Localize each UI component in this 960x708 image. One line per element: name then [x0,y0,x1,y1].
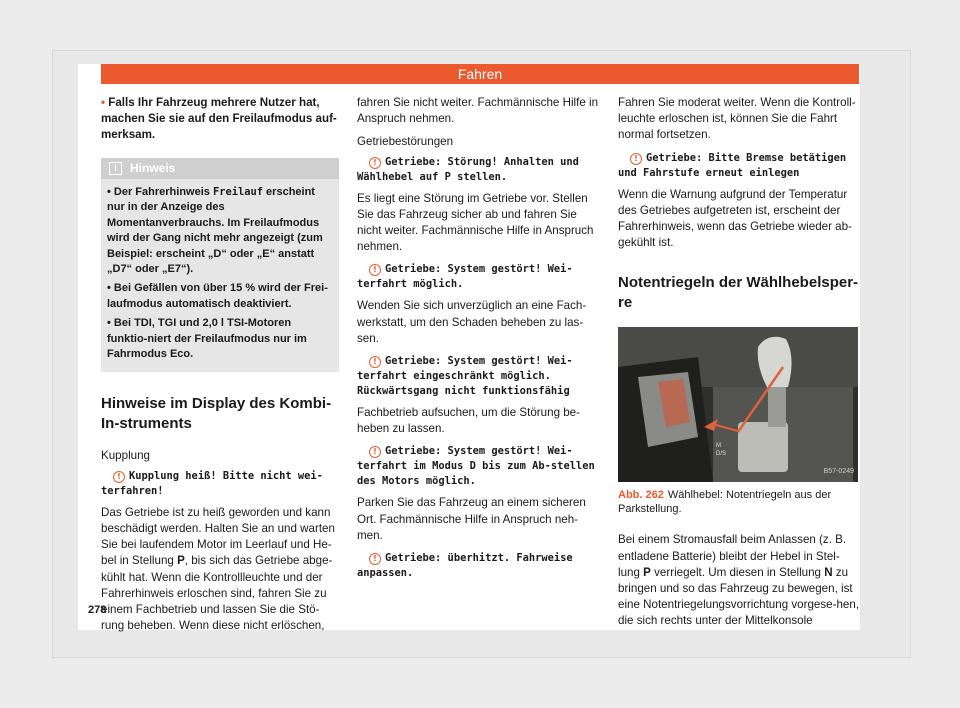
paragraph: Wenn die Warnung aufgrund der Temperatur des Getriebes aufgetreten ist, erscheint der Fahrerhinweis, wenn das Getriebe wieder ab-gekühlt ist. [618,187,852,250]
warning-message: ! Getriebe: System gestört! Wei-terfahrt möglich. [357,263,573,291]
warning-message: ! Getriebe: System gestört! Wei-terfahrt eingeschränkt möglich. Rückwärtsgang nicht funktionsfähig [357,355,573,398]
note-box [101,158,339,373]
caption-label: Abb. 262 [618,489,664,502]
svg-text:D/S: D/S [716,451,727,458]
paragraph: Es liegt eine Störung im Getriebe vor. Stellen Sie das Fahrzeug sicher ab und fahren Sie nicht weiter. Fachmännische Hilfe in Anspruch nehmen. [357,191,594,254]
warning-icon: ! [369,356,381,368]
page-number: 278 [88,604,107,616]
note-item: • Bei TDI, TGI und 2,0 l TSI-Motoren funktio-niert der Freilaufmodus nur im Fahrmodus Eco. [107,317,307,361]
figure-code: B57-0249 [823,468,854,476]
column-1 [101,95,339,641]
column-3 [618,95,860,637]
svg-text:M: M [716,443,721,450]
warning-icon: ! [369,157,381,169]
freilauf-mono: Freilauf [212,186,263,199]
subhead-getriebestoerungen: Getriebestörungen [357,135,454,149]
note-item: • Bei Gefällen von über 15 % wird der Frei-laufmodus automatisch deaktiviert. [107,282,328,310]
paragraph: Fahren Sie moderat weiter. Wenn die Kontroll-leuchte erloschen ist, können Sie die Fahrt normal fortsetzen. [618,96,856,142]
subhead-kupplung: Kupplung [101,449,150,463]
paragraph: Parken Sie das Fahrzeug an einem sicheren Ort. Fachmännische Hilfe in Anspruch neh-men. [357,496,586,542]
section-title-display: Hinweise im Display des Kombi-In-struments [101,395,332,433]
warning-message: ! Getriebe: Bitte Bremse betätigen und Fahrstufe erneut einlegen [618,151,847,179]
note-item: • Der Fahrerhinweis Freilauf erscheint nur in der Anzeige des Momentanverbrauchs. Im Freilaufmodus wird der Gang nicht mehr angezeigt (zum Beispiel: erscheint „D“ oder „E“ anstatt „D7“ oder „E7“). [107,186,323,276]
warning-message: ! Getriebe: System gestört! Wei-terfahrt im Modus D bis zum Ab-stellen des Motors möglich. [357,445,595,488]
warning-message: ! Getriebe: Störung! Anhalten und Wählhebel auf P stellen. [357,155,579,183]
bullet-icon: • [101,96,109,109]
paragraph: Wenden Sie sich unverzüglich an eine Fach-werkstatt, um den Schaden beheben zu las-sen. [357,299,587,345]
warning-icon: ! [369,264,381,276]
paragraph: Bei einem Stromausfall beim Anlassen (z. B. entladene Batterie) bleibt der Hebel in Stel-lung P verriegelt. Um diesen in Stellung N zu bringen und so das Fahrzeug zu bewegen, ist eine Notentriegelungsvorrichtung vorgese-hen, die sich rechts unter der Mittelkonsole [618,533,860,628]
warning-icon: ! [369,553,381,565]
info-icon: i [109,162,122,175]
figure-caption: Abb. 262 Wählhebel: Notentriegeln aus der Parkstellung. [618,489,832,516]
section-title-notentriegeln: Notentriegeln der Wählhebelsper-re [618,274,859,312]
paragraph: Das Getriebe ist zu heiß geworden und kann beschädigt werden. Halten Sie an und warten Sie bei laufendem Motor im Leerlauf und He-bel in Stellung P, bis sich das Getriebe abge-kühlt hat. Wenn die Kontrollleuchte und der Fahrerhinweis erloschen sind, fahren Sie zu einem Fachbetrieb und lassen Sie die Stö-rung beheben. Wenn diese nicht erlöschen, [101,505,335,633]
warning-icon: ! [113,471,125,483]
note-title: Hinweis [130,160,176,175]
paragraph: fahren Sie nicht weiter. Fachmännische Hilfe in Anspruch nehmen. [357,96,599,126]
gear-lever-illustration [618,327,858,482]
paragraph: Fachbetrieb aufsuchen, um die Störung be-heben zu lassen. [357,406,580,436]
column-2 [357,95,600,587]
note-header [101,158,339,179]
gear-lever-photo [618,327,858,482]
warning-message: ! Kupplung heiß! Bitte nicht wei-terfahren! [101,469,323,497]
warning-icon: ! [630,153,642,165]
warning-message: ! Getriebe: überhitzt. Fahrweise anpassen. [357,552,573,580]
intro-bullet: • Falls Ihr Fahrzeug mehrere Nutzer hat, machen Sie sie auf den Freilaufmodus auf-merksam. [101,96,337,142]
chapter-header: Fahren [101,64,859,84]
warning-icon: ! [369,446,381,458]
